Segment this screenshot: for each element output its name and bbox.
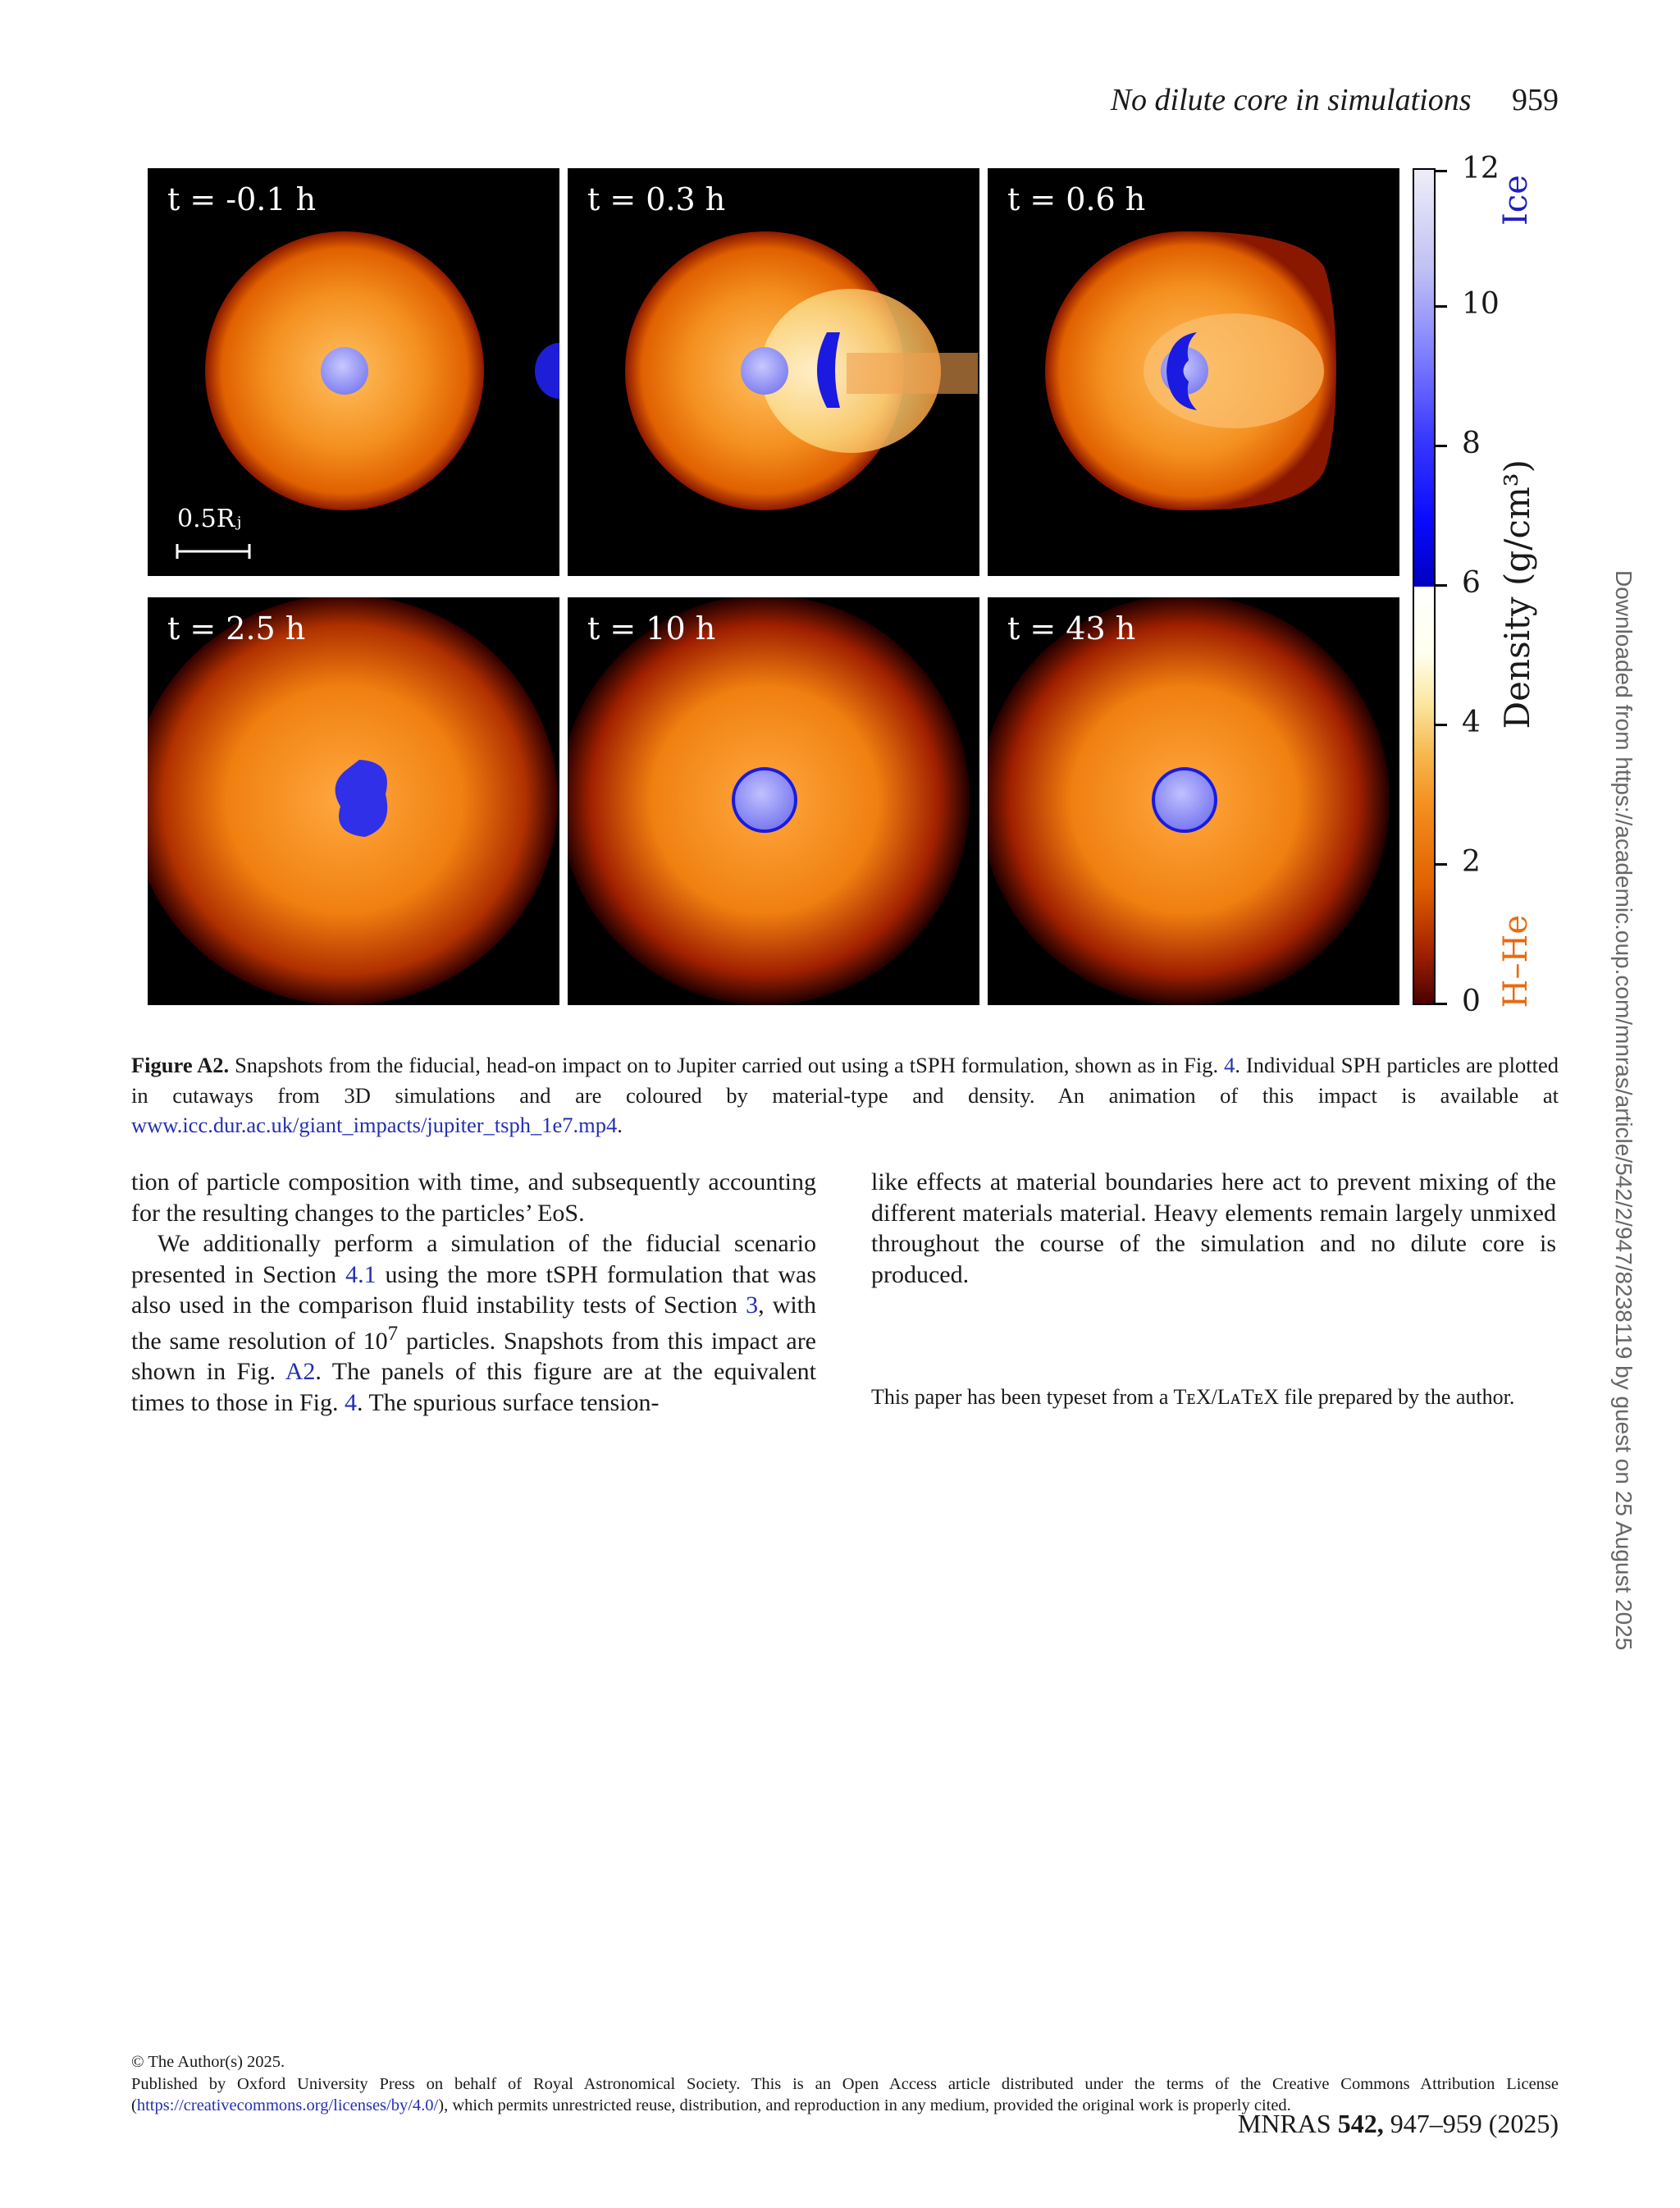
panel-time-label: t = 0.6 h [1007, 181, 1146, 217]
density-colorbar [1413, 168, 1436, 1005]
panel-time-label: t = 43 h [1007, 610, 1136, 647]
figure-caption [131, 1050, 1559, 1141]
panel-time-label: t = 2.5 h [167, 610, 306, 647]
colorbar-tick-label: 0 [1462, 985, 1481, 1018]
colorbar-tick [1436, 863, 1447, 866]
journal-citation [902, 2109, 1559, 2139]
journal-pages: 947–959 (2025) [1390, 2109, 1559, 2138]
colorbar-tick-label: 12 [1462, 152, 1500, 185]
page-number: 959 [1512, 83, 1559, 117]
colorbar-tick [1436, 724, 1447, 726]
section-ref[interactable]: 4.1 [345, 1260, 377, 1288]
text-run: Published by Oxford University Press on behalf of Royal Astronomical Society. This is an Open Access article distributed under the terms of the Creative Commons Attribution License ( [131, 2074, 1559, 2115]
panel-image [568, 597, 979, 1005]
colorbar-tick [1436, 1003, 1447, 1005]
body-left-column [131, 1167, 816, 1418]
copyright: © The Author(s) 2025. [131, 2053, 285, 2071]
panel-t-0-6h [988, 168, 1399, 576]
caption-fig-ref[interactable]: 4 [1224, 1053, 1235, 1077]
colorbar-tick-label: 6 [1462, 566, 1481, 600]
text-run: . The spurious surface tension- [357, 1388, 660, 1416]
panel-image [568, 168, 979, 576]
panel-t-43h [988, 597, 1399, 1005]
text-run: particles. Snapshots from this impact are shown in Fig. [131, 1327, 816, 1385]
figure-a2 [148, 168, 1395, 1005]
colorbar-tick [1436, 170, 1447, 172]
caption-text: Snapshots from the fiducial, head-on impact on to Jupiter carried out using a tSPH formulation, shown as in Fig. [235, 1053, 1219, 1077]
caption-end: . [617, 1113, 623, 1138]
download-watermark: Downloaded from https://academic.oup.com/mnras/article/542/2/947/8238119 by guest on 25 August 2025 [1611, 570, 1637, 1651]
panel-t-2-5h [148, 597, 559, 1005]
license-link[interactable]: https://creativecommons.org/licenses/by/4.0/ [136, 2096, 439, 2115]
text-run: We additionally perform a simulation of the fiducial scenario presented in Section [131, 1230, 816, 1288]
scalebar-label: 0.5Rⱼ [177, 505, 242, 533]
colorbar-ice-label: Ice [1497, 175, 1535, 226]
body-right-column [871, 1167, 1556, 1290]
paragraph: tion of particle composition with time, and subsequently accounting for the resulting changes to the particles’ EoS. [131, 1168, 816, 1227]
panel-image [988, 597, 1399, 1005]
text-run: . The panels of this figure are at the equivalent times to those in Fig. [131, 1358, 816, 1416]
panel-image [148, 597, 559, 1005]
text-run: using the more tSPH formulation that was also used in the comparison fluid instability tests of Section [131, 1260, 817, 1319]
colorbar-tick [1436, 445, 1447, 447]
journal-volume: 542, [1337, 2109, 1384, 2138]
panel-image [988, 168, 1399, 576]
figure-ref[interactable]: A2 [285, 1358, 316, 1385]
paragraph: like effects at material boundaries here act to prevent mixing of the different materials material. Heavy elements remain largely unmixed throughout the course of the simulation and no dilute core is produced. [871, 1168, 1556, 1288]
text-run: ), which permits unrestricted reuse, distribution, and reproduction in any medium, provided the original work is properly cited. [438, 2096, 1291, 2115]
caption-animation-link[interactable]: www.icc.dur.ac.uk/giant_impacts/jupiter_tsph_1e7.mp4 [131, 1113, 618, 1138]
panel-t-minus-0-1h [148, 168, 559, 576]
colorbar-tick-label: 2 [1462, 845, 1481, 879]
typeset-note: This paper has been typeset from a TᴇX/LᴀTᴇX file prepared by the author. [871, 1385, 1515, 1409]
panel-time-label: t = 0.3 h [587, 181, 726, 217]
panel-t-0-3h [568, 168, 979, 576]
colorbar-tick [1436, 305, 1447, 308]
section-ref[interactable]: 3 [746, 1291, 759, 1319]
panel-time-label: t = 10 h [587, 610, 716, 647]
running-title: No dilute core in simulations [1110, 83, 1472, 117]
colorbar-axis-label: Density (g/cm³) [1497, 459, 1537, 729]
superscript: 7 [387, 1322, 399, 1345]
panel-time-label: t = -0.1 h [167, 181, 317, 217]
caption-text-2: . Individual SPH particles are plotted in cutaways from 3D simulations and are coloured by material-type and density. An animation of this impact is available at [131, 1053, 1559, 1108]
colorbar-hhe-label: H–He [1497, 915, 1535, 1008]
colorbar-tick [1436, 584, 1447, 587]
colorbar-tick-label: 8 [1462, 427, 1481, 460]
license-footer [131, 2051, 1559, 2117]
caption-label: Figure A2. [131, 1053, 230, 1077]
colorbar-tick-label: 10 [1462, 287, 1500, 321]
journal-name: MNRAS [1237, 2109, 1331, 2138]
panel-t-10h [568, 597, 979, 1005]
text-run: , with the same resolution of 10 [131, 1291, 816, 1355]
paragraph [131, 1228, 816, 1418]
running-head [902, 82, 1559, 118]
colorbar-tick-label: 4 [1462, 706, 1481, 739]
figure-ref[interactable]: 4 [345, 1388, 358, 1416]
